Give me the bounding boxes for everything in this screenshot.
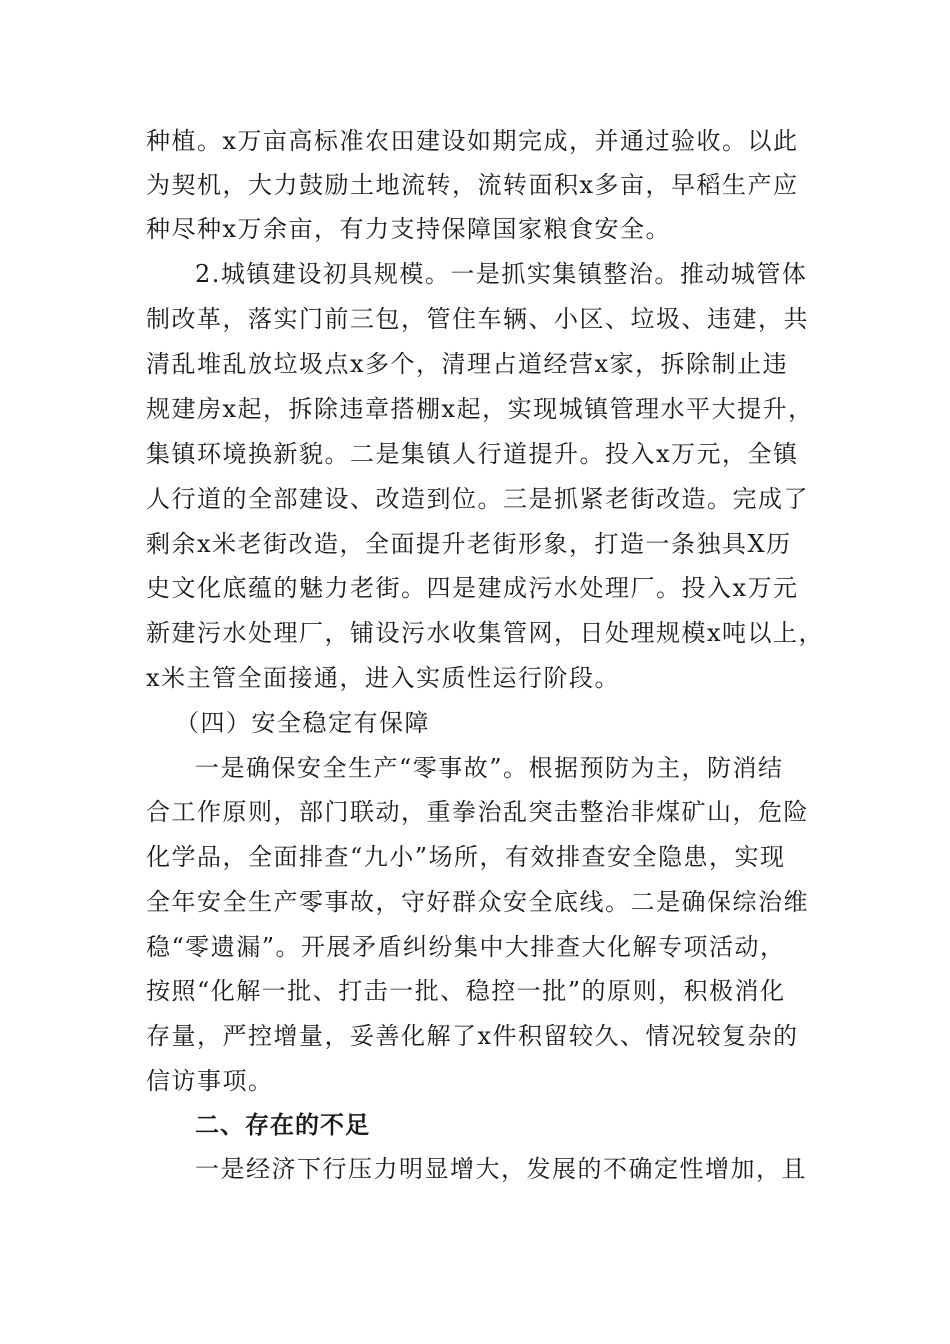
paragraph-line: 剩余x米老街改造，全面提升老街形象，打造一条独具X历: [146, 530, 792, 558]
paragraph-line: 清乱堆乱放垃圾点x多个，清理占道经营x家，拆除制止违: [146, 350, 789, 378]
paragraph-line: 2.城镇建设初具规模。一是抓实集镇整治。推动城管体: [195, 260, 808, 288]
paragraph-line: 为契机，大力鼓励土地流转，流转面积x多亩，早稻生产应: [146, 171, 799, 199]
section-subheading: （四）安全稳定有保障: [175, 709, 430, 737]
paragraph-line: 制改革，落实门前三包，管住车辆、小区、垃圾、违建，共: [146, 305, 809, 333]
paragraph-line: 集镇环境换新貌。二是集镇人行道提升。投入x万元，全镇: [146, 440, 799, 468]
paragraph-line: 信访事项。: [146, 1067, 274, 1095]
paragraph-line: 种尽种x万余亩，有力支持保障国家粮食安全。: [146, 215, 672, 243]
paragraph-line: 全年安全生产零事故，守好群众安全底线。二是确保综治维: [146, 888, 809, 916]
paragraph-line: 存量，严控增量，妥善化解了x件积留较久、情况较复杂的: [146, 1022, 799, 1050]
paragraph-line: 合工作原则，部门联动，重拳治乱突击整治非煤矿山，危险: [146, 798, 809, 826]
paragraph-line: 规建房x起，拆除违章搭棚x起，实现城镇管理水平大提升，: [146, 395, 814, 423]
paragraph-line: 史文化底蕴的魅力老街。四是建成污水处理厂。投入x万元: [146, 574, 799, 602]
paragraph-line: 种植。x万亩高标准农田建设如期完成，并通过验收。以此: [146, 127, 799, 155]
paragraph-line: x米主管全面接通，进入实质性运行阶段。: [146, 664, 621, 692]
paragraph-line: 化学品，全面排查“九小”场所，有效排查安全隐患，实现: [146, 843, 786, 871]
paragraph-line: 稳“零遗漏”。开展矛盾纠纷集中大排查大化解专项活动，: [146, 933, 786, 961]
section-heading: 二、存在的不足: [195, 1111, 370, 1139]
paragraph-line: 按照“化解一批、打击一批、稳控一批”的原则，积极消化: [146, 977, 786, 1005]
paragraph-line: 新建污水处理厂，铺设污水收集管网，日处理规模x吨以上，: [146, 619, 825, 647]
paragraph-line: 一是确保安全生产“零事故”。根据预防为主，防消结: [195, 754, 784, 782]
paragraph-line: 一是经济下行压力明显增大，发展的不确定性增加，且: [195, 1155, 807, 1183]
paragraph-line: 人行道的全部建设、改造到位。三是抓紧老街改造。完成了: [146, 485, 809, 513]
